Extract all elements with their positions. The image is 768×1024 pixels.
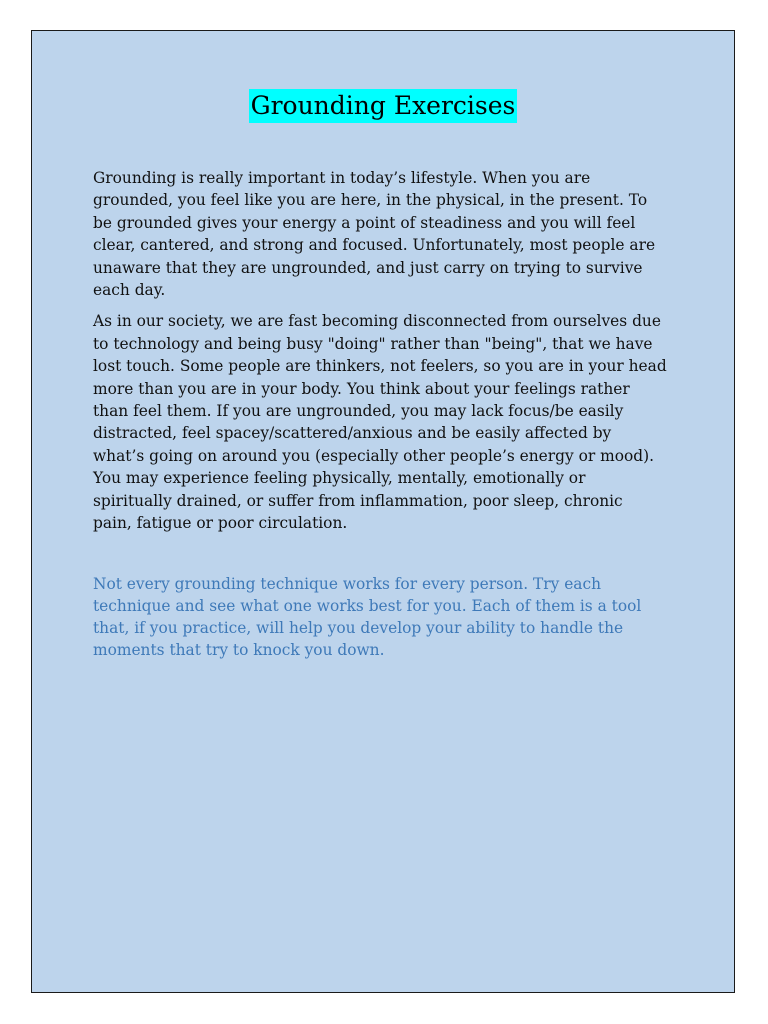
body-text: [93, 167, 683, 544]
technique-note: Not every grounding technique works for every person. Try each technique and see what one works best for you. Each of them is a tool that, if you practice, will help you develop your ability to handle the moments that try to knock you down.: [93, 575, 642, 659]
title-container: [32, 89, 734, 123]
paragraph-disconnection: As in our society, we are fast becoming disconnected from ourselves due to technology and being busy "doing" rather than "being", that we have lost touch. Some people are thinkers, not feelers, so you are in your head more than you are in your body. You think about your feelings rather than feel them. If you are ungrounded, you may lack focus/be easily distracted, feel spacey/scattered/anxious and be easily affected by what’s going on around you (especially other people’s energy or mood). You may experience feeling physically, mentally, emotionally or spiritually drained, or suffer from inflammation, poor sleep, chronic pain, fatigue or poor circulation.: [93, 312, 667, 533]
page-title: Grounding Exercises: [249, 89, 518, 123]
document-page: [31, 30, 735, 993]
paragraph-intro: Grounding is really important in today’s lifestyle. When you are grounded, you feel like you are here, in the physical, in the present. To be grounded gives your energy a point of steadiness and you will feel clear, cantered, and strong and focused. Unfortunately, most people are unaware that they are ungrounded, and just carry on trying to survive each day.: [93, 169, 656, 300]
